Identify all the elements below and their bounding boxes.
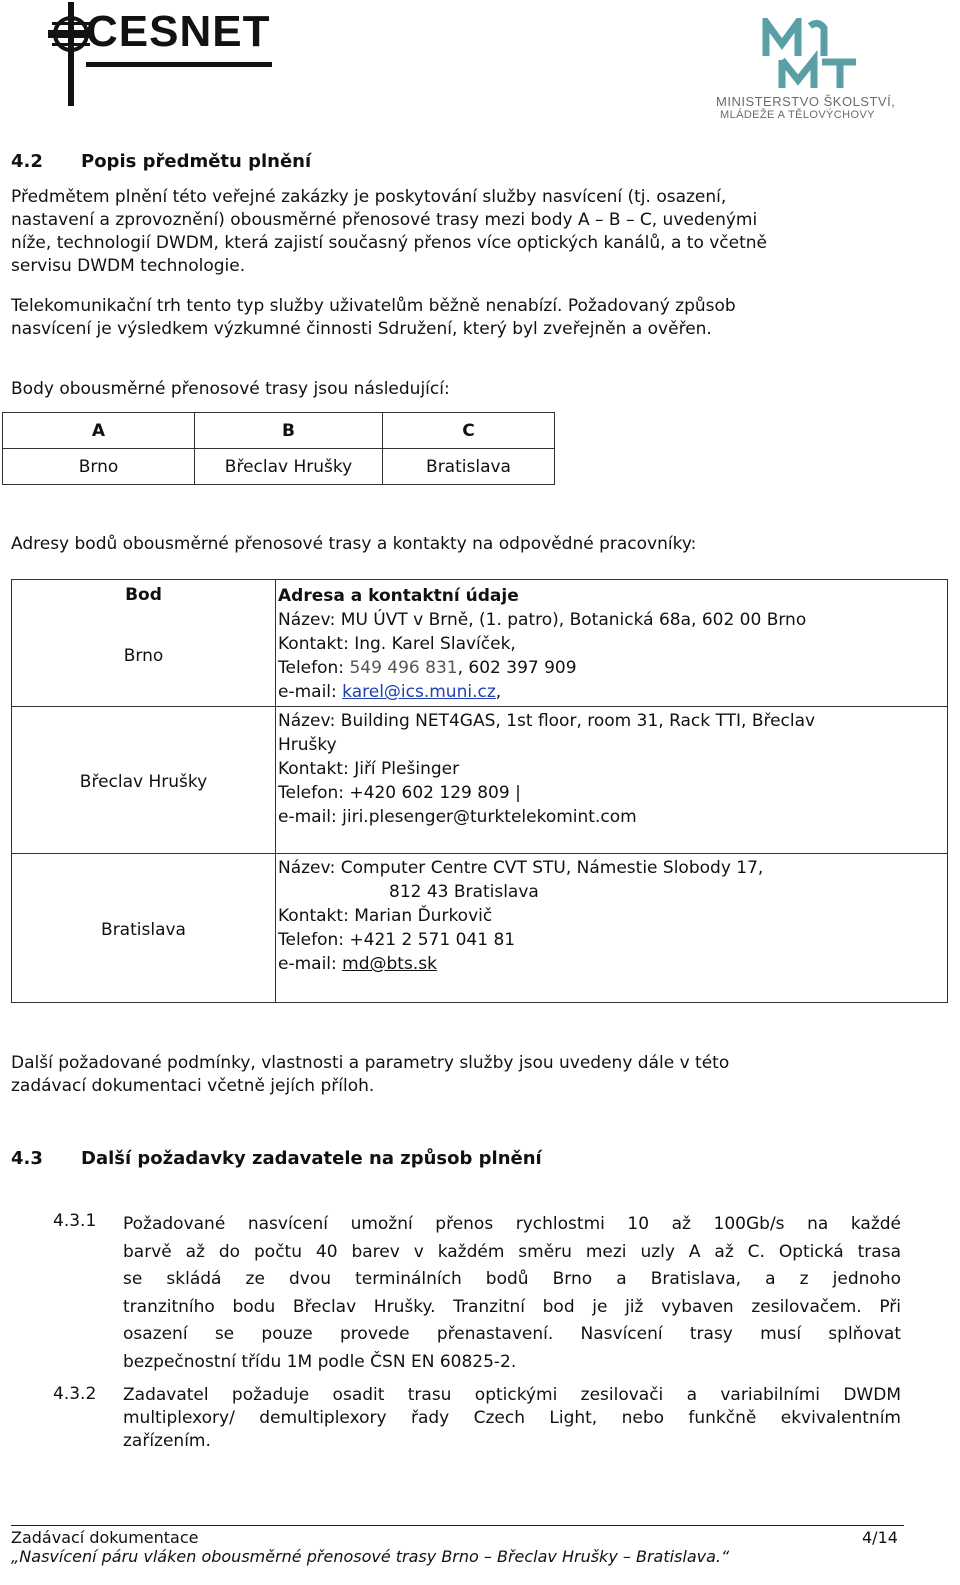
table-cell-address [276,707,948,854]
msmt-monogram-icon [760,18,860,90]
text-line: zadávací dokumentaci včetně jejích příloh. [11,1076,375,1096]
addresses-intro: Adresy bodů obousměrné přenosové trasy a kontakty na odpovědné pracovníky: [11,534,697,554]
phone-number: 549 496 831 [349,658,458,678]
table-cell-point [12,854,276,1003]
section-4-3-heading [11,1148,542,1169]
text-line: nastavení a zprovoznění) obousměrné přenosové trasy mezi body A – B – C, uvedenými [11,210,758,230]
address-phone [278,656,947,680]
table-header-address: Adresa a kontaktní údaje [278,586,519,606]
address-name-cont: 812 43 Bratislava [389,882,539,902]
paragraph-market [11,295,901,341]
address-name: Název: Computer Centre CVT STU, Námestie Slobody 17, [278,858,764,878]
text-line: tranzitního bodu Břeclav Hrušky. Tranzitní bod je již vybaven zesilovačem. Při [123,1296,901,1317]
footer-subtitle: „Nasvícení páru vláken obousměrné přenosové trasy Brno – Břeclav Hrušky – Bratislava.“ [11,1547,730,1566]
address-email [278,680,947,704]
section-number: 4.3 [11,1148,43,1169]
address-name: Název: Building NET4GAS, 1st floor, room 31, Rack TTI, Břeclav [278,711,816,731]
table-row [12,707,948,854]
email-label: e-mail: [278,954,343,974]
section-number: 4.2 [11,151,43,172]
points-table [2,412,555,485]
table-header-cell: A [3,413,195,449]
text-line: Předmětem plnění této veřejné zakázky je poskytování služby nasvícení (tj. osazení, [11,187,727,207]
text-line: Telekomunikační trh tento typ služby uživatelům běžně nenabízí. Požadovaný způsob [11,296,736,316]
footer-page-number: 4/14 [862,1528,898,1547]
point-name: Bratislava [101,920,186,940]
text-line: bezpečnostní třídu 1M podle ČSN EN 60825-2. [123,1351,517,1372]
table-row [12,580,948,707]
msmt-logo [712,18,912,121]
address-phone: Telefon: +421 2 571 041 81 [278,930,516,950]
address-contact: Kontakt: Jiří Plešinger [278,759,460,779]
text-line: zařízením. [123,1431,211,1451]
section-title: Popis předmětu plnění [81,151,312,172]
table-cell-point [12,707,276,854]
address-name-cont: Hrušky [278,735,337,755]
footer-divider [11,1525,904,1526]
text-line: níže, technologií DWDM, která zajistí současný přenos více optických kanálů, a to včetně [11,233,768,253]
table-cell-address [276,854,948,1003]
address-phone: Telefon: +420 602 129 809 | [278,783,521,803]
email-link[interactable]: karel@ics.muni.cz [342,682,496,702]
points-intro: Body obousměrné přenosové trasy jsou následující: [11,379,450,399]
table-cell-address [276,580,948,707]
cesnet-logo [48,2,288,106]
email-label: e-mail: [278,682,343,702]
email-link[interactable]: md@bts.sk [342,954,437,974]
table-row [3,449,555,485]
paragraph-conditions [11,1052,901,1098]
table-header-cell: C [383,413,555,449]
table-header-row [3,413,555,449]
text-line: Zadavatel požaduje osadit trasu optickými zesilovači a variabilními DWDM [123,1385,901,1405]
phone-number-2: , 602 397 909 [457,658,577,678]
address-contact: Kontakt: Ing. Karel Slavíček, [278,634,516,654]
address-contact: Kontakt: Marian Ďurkovič [278,906,493,926]
point-name: Brno [123,646,164,666]
text-line: servisu DWDM technologie. [11,256,246,276]
point-name: Břeclav Hrušky [79,772,208,792]
text-line: Další požadované podmínky, vlastnosti a parametry služby jsou uvedeny dále v této [11,1053,730,1073]
addresses-table [11,579,948,1003]
item-4-3-1-text [123,1211,901,1376]
item-number: 4.3.1 [53,1211,97,1231]
text-line: osazení se pouze provede přenastavení. Nasvícení trasy musí splňovat [123,1324,901,1344]
address-email [278,952,947,976]
section-4-2-heading [11,151,311,172]
table-cell-point [12,580,276,707]
cesnet-underline [86,62,272,67]
section-title: Další požadavky zadavatele na způsob plnění [81,1148,542,1169]
phone-label: Telefon: [278,658,350,678]
address-name: Název: MU ÚVT v Brně, (1. patro), Botanická 68a, 602 00 Brno [278,610,807,630]
item-4-3-2-text [123,1384,901,1453]
msmt-name-line1: MINISTERSTVO ŠKOLSTVÍ, [716,94,896,109]
table-cell: Bratislava [383,449,555,485]
item-number: 4.3.2 [53,1384,97,1404]
table-row [12,854,948,1003]
cesnet-wordmark: CESNET [86,7,271,56]
text-line: se skládá ze dvou terminálních bodů Brno a Bratislava, a z jednoho [123,1269,901,1289]
text-line: barvě až do počtu 40 barev v každém směru mezi uzly A až C. Optická trasa [123,1241,901,1262]
table-header-cell: B [195,413,383,449]
text-line: nasvícení je výsledkem výzkumné činnosti Sdružení, který byl zveřejněn a ověřen. [11,319,712,339]
text-line: Požadované nasvícení umožní přenos rychlostmi 10 až 100Gb/s na každé [123,1214,901,1234]
address-email: e-mail: jiri.plesenger@turktelekomint.com [278,807,637,827]
text-line: multiplexory/ demultiplexory řady Czech Light, nebo funkčně ekvivalentním [123,1408,901,1428]
table-cell: Brno [3,449,195,485]
table-header-point: Bod [125,585,162,605]
email-suffix: , [495,682,502,702]
footer-doc-title: Zadávací dokumentace [11,1528,199,1547]
msmt-name-line2: MLÁDEŽE A TĚLOVÝCHOVY [720,109,875,121]
table-cell: Břeclav Hrušky [195,449,383,485]
paragraph-subject [11,186,901,278]
